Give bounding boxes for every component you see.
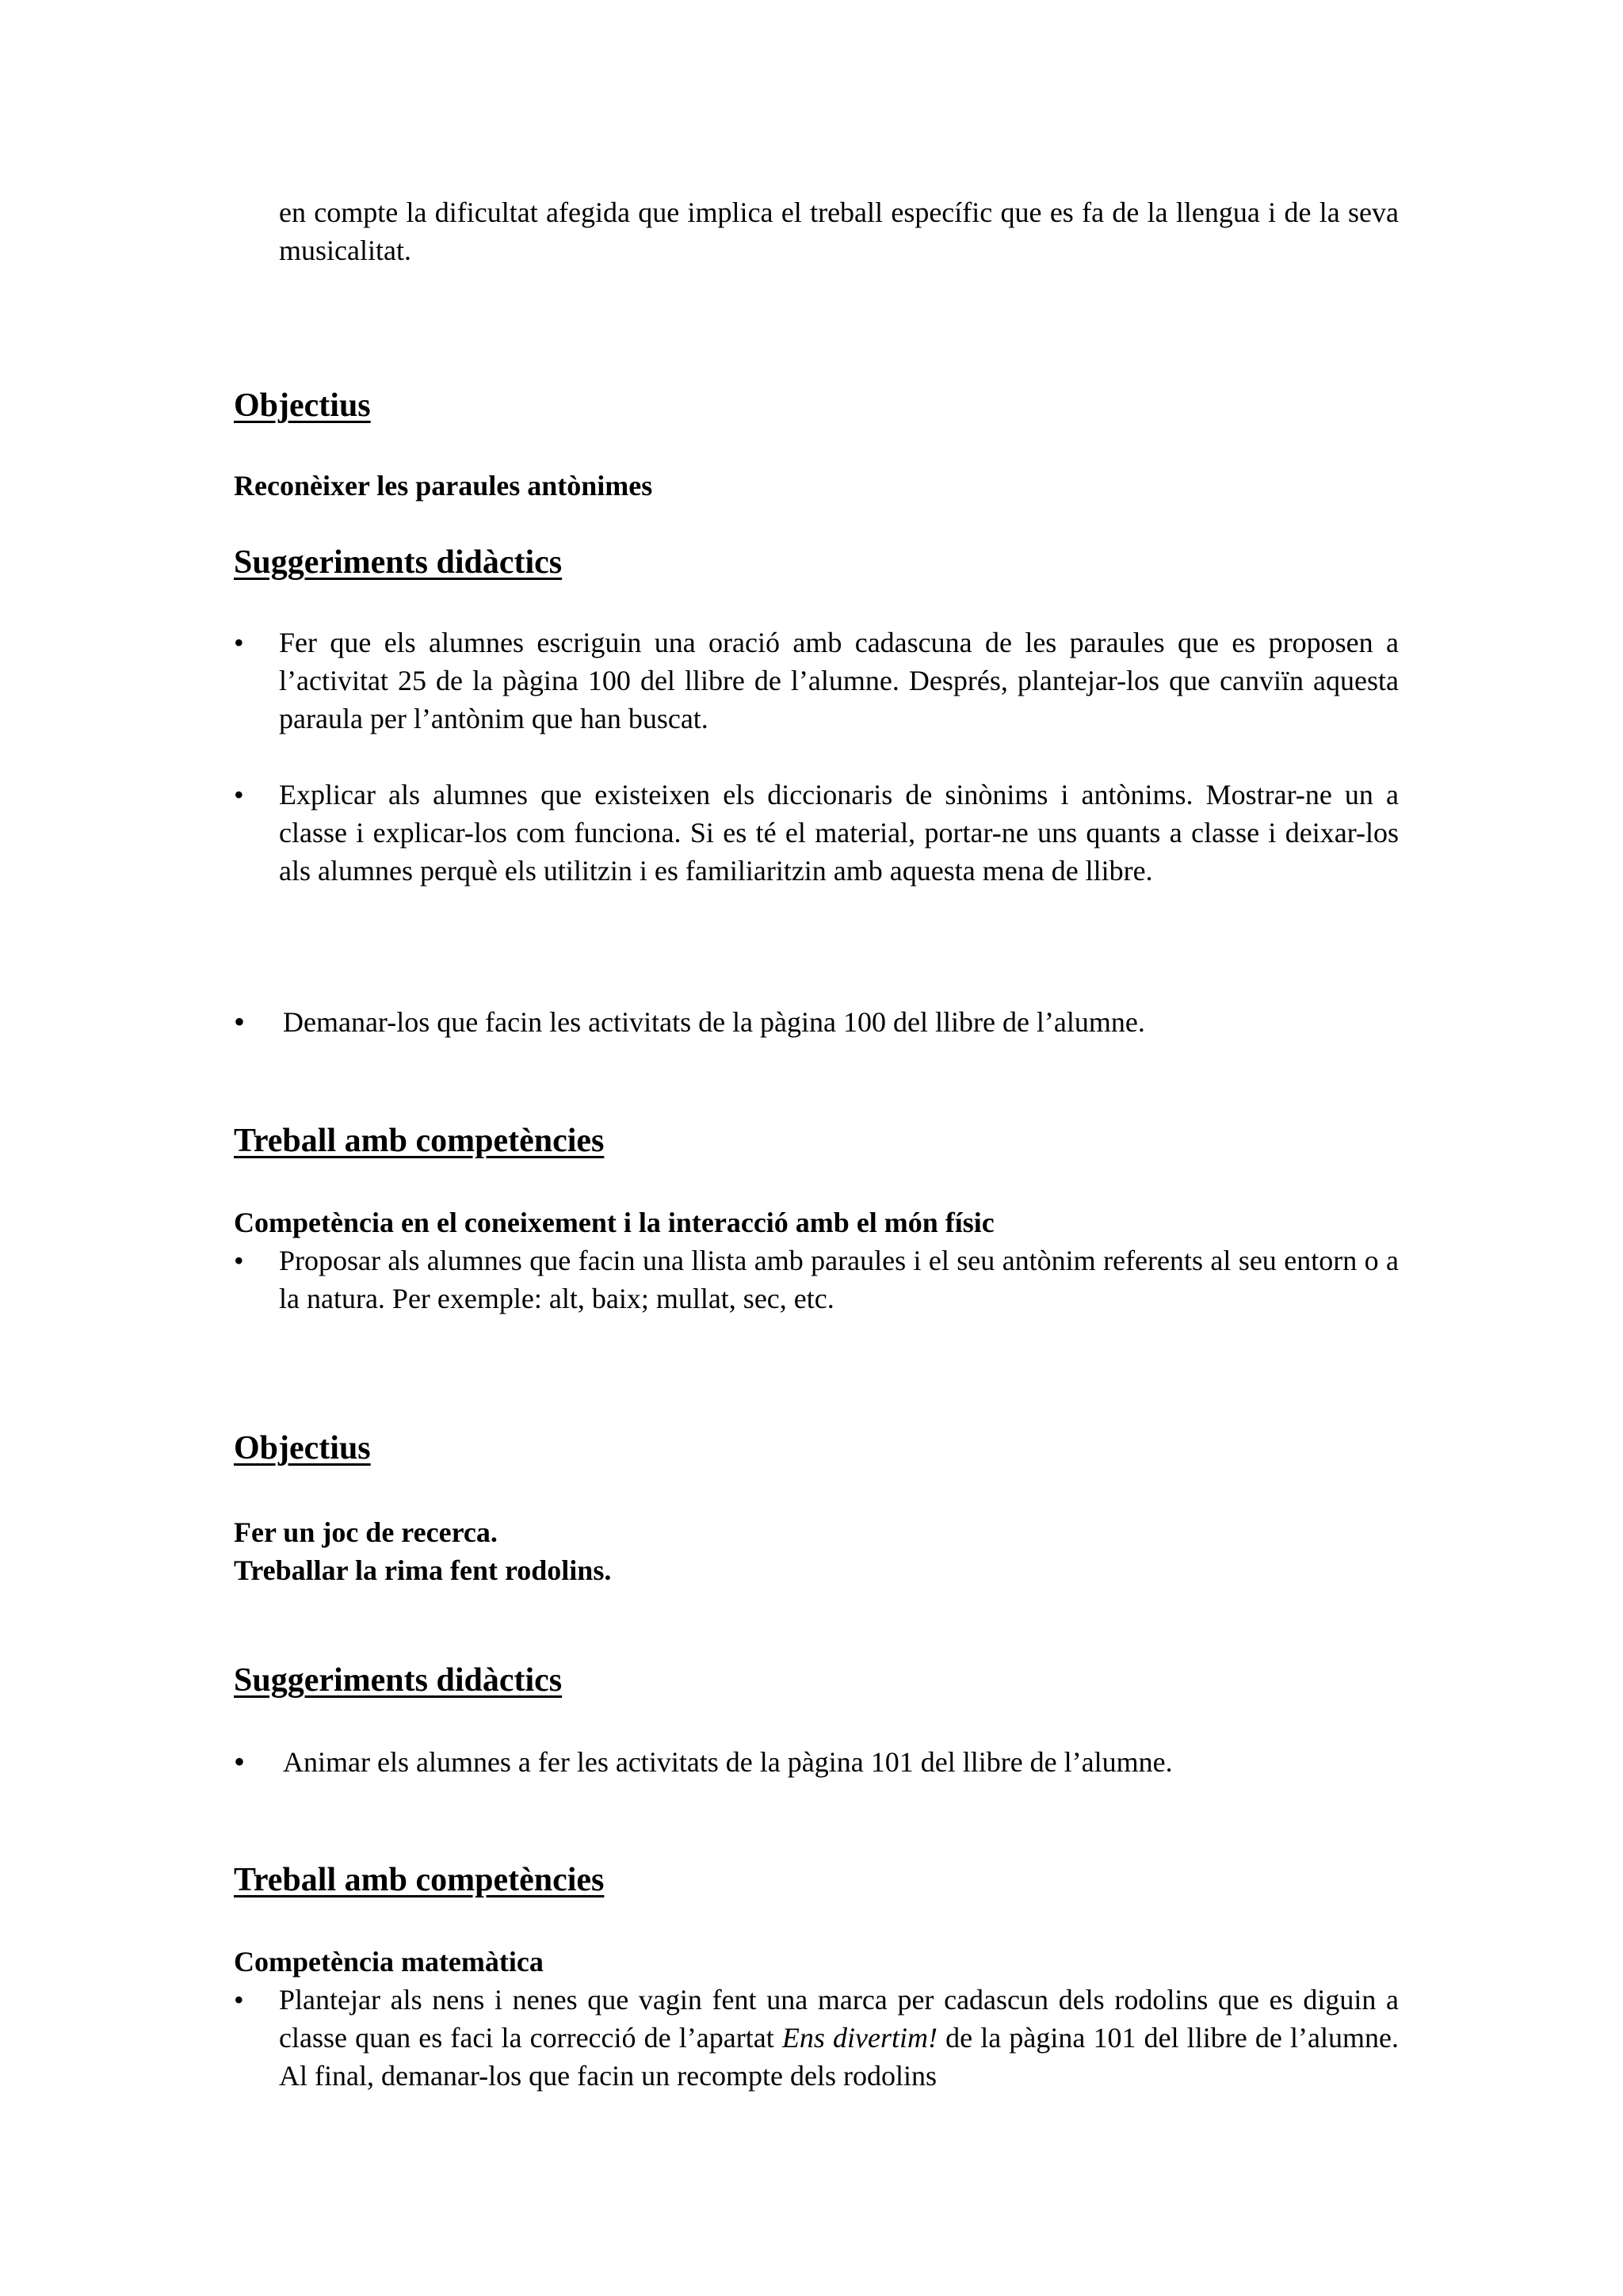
bullet-marker: • (234, 779, 244, 810)
list-item (234, 1981, 1399, 2095)
list-item-text: Proposar als alumnes que facin una llista amb paraules i el seu antònim referents al seu entorn o a la natura. Per exemple: alt, baix; mullat, sec, etc. (279, 1245, 1399, 1314)
treball-heading-2: Treball amb competències (234, 1862, 605, 1898)
list-item-text: Fer que els alumnes escriguin una oració amb cadascuna de les paraules que es proposen a l’activitat 25 de la pàgina 100 del llibre de l’alumne. Després, plantejar-los que canviïn aquesta paraula per l’antònim que han buscat. (279, 627, 1399, 734)
bullet-marker: • (234, 1984, 244, 2016)
list-item-text (279, 1981, 1399, 2095)
objectius-heading-2: Objectius (234, 1430, 371, 1466)
text-part-2: de la pàgina 101 del llibre de l’alumne. Al final, demanar-los que facin un recompte dels rodolins (279, 2022, 1399, 2092)
objectius-line-1: Fer un joc de recerca. (234, 1516, 498, 1548)
competencia-title-2: Competència matemàtica (234, 1946, 544, 1978)
objectius-heading: Objectius (234, 387, 371, 424)
intro-paragraph: en compte la dificultat afegida que implica el treball específic que es fa de la llengua i de la seva musicalitat. (279, 196, 1399, 266)
objectius-line-2: Treballar la rima fent rodolins. (234, 1554, 612, 1586)
list-item (234, 1241, 1399, 1318)
list-item (234, 1003, 1399, 1041)
bullet-marker: • (234, 1245, 244, 1276)
bullet-marker: • (234, 1744, 246, 1779)
suggeriments-heading: Suggeriments didàctics (234, 544, 563, 581)
treball-heading: Treball amb competències (234, 1123, 605, 1159)
text-part-1: Plantejar als nens i nenes que vagin fent una marca per cadascun dels rodolins que es diguin a classe quan es faci la correcció de l’apartat (279, 1984, 1399, 2054)
list-item (234, 776, 1399, 890)
competencia-title: Competència en el coneixement i la interacció amb el món físic (234, 1207, 995, 1238)
list-item-text: Demanar-los que facin les activitats de la pàgina 100 del llibre de l’alumne. (283, 1006, 1145, 1038)
list-item (234, 624, 1399, 738)
list-item-text: Explicar als alumnes que existeixen els diccionaris de sinònims i antònims. Mostrar-ne un a classe i explicar-los com funciona. Si es té el material, portar-ne uns quants a classe i deixar-los als alumnes perquè els utilitzin i es familiaritzin amb aquesta mena de llibre. (279, 779, 1399, 887)
list-item (234, 1743, 1399, 1781)
list-item-text: Animar els alumnes a fer les activitats de la pàgina 101 del llibre de l’alumne. (283, 1746, 1173, 1778)
bullet-marker: • (234, 627, 244, 658)
suggeriments-heading-2: Suggeriments didàctics (234, 1662, 563, 1699)
objectius-text: Reconèixer les paraules antònimes (234, 470, 653, 502)
bullet-marker: • (234, 1004, 246, 1039)
italic-title: Ens divertim! (781, 2022, 938, 2054)
